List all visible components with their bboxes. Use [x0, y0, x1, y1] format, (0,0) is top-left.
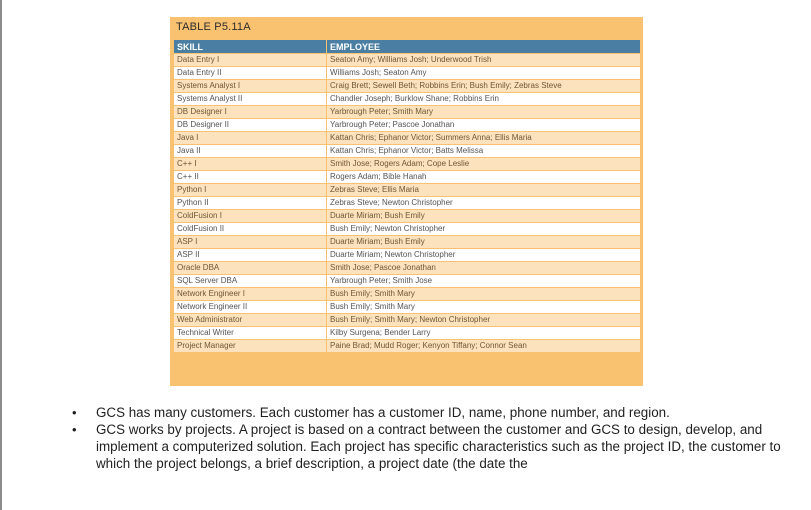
skill-cell: Network Engineer I: [174, 288, 327, 301]
employee-cell: Bush Emily; Newton Christopher: [327, 223, 641, 236]
bullet-text: GCS has many customers. Each customer has a customer ID, name, phone number, and region.: [96, 405, 670, 420]
page-left-border: [0, 0, 2, 510]
table-row: [174, 262, 641, 275]
skill-cell: SQL Server DBA: [174, 275, 327, 288]
skill-cell: Data Entry I: [174, 54, 327, 67]
skill-cell: Python II: [174, 197, 327, 210]
table-row: [174, 210, 641, 223]
table-row: [174, 93, 641, 106]
employee-cell: Kattan Chris; Ephanor Victor; Batts Melissa: [327, 145, 641, 158]
employee-cell: Williams Josh; Seaton Amy: [327, 67, 641, 80]
employee-cell: Zebras Steve; Ellis Maria: [327, 184, 641, 197]
table-row: [174, 184, 641, 197]
bullet-item: [68, 404, 798, 421]
table-header-row: [174, 40, 641, 54]
employee-cell: Yarbrough Peter; Pascoe Jonathan: [327, 119, 641, 132]
bullet-item: [68, 421, 798, 472]
skill-cell: Project Manager: [174, 340, 327, 353]
employee-cell: Rogers Adam; Bible Hanah: [327, 171, 641, 184]
table-row: [174, 223, 641, 236]
employee-cell: Duarte Miriam; Newton Christopher: [327, 249, 641, 262]
skill-cell: C++ I: [174, 158, 327, 171]
employee-cell: Bush Emily; Smith Mary; Newton Christopher: [327, 314, 641, 327]
skill-cell: ColdFusion II: [174, 223, 327, 236]
table-row: [174, 80, 641, 93]
skill-cell: ASP II: [174, 249, 327, 262]
employee-cell: Duarte Miriam; Bush Emily: [327, 210, 641, 223]
employee-cell: Bush Emily; Smith Mary: [327, 288, 641, 301]
employee-cell: Kilby Surgena; Bender Larry: [327, 327, 641, 340]
column-header-skill: SKILL: [174, 40, 327, 54]
skill-cell: Java II: [174, 145, 327, 158]
skill-cell: ColdFusion I: [174, 210, 327, 223]
skill-cell: Java I: [174, 132, 327, 145]
bullet-marker: •: [72, 405, 77, 420]
table-row: [174, 158, 641, 171]
table-row: [174, 106, 641, 119]
bullet-text: GCS works by projects. A project is based on a contract between the customer and GCS to design, develop, and implement a computerized solution. Each project has specific characteristics such as the project ID, the customer to which the project belongs, a brief description, a project date (the date the: [96, 422, 781, 471]
table-row: [174, 171, 641, 184]
employee-cell: Bush Emily; Smith Mary: [327, 301, 641, 314]
table-row: [174, 275, 641, 288]
employee-cell: Kattan Chris; Ephanor Victor; Summers Anna; Ellis Maria: [327, 132, 641, 145]
table-title: TABLE P5.11A: [176, 21, 251, 33]
employee-cell: Craig Brett; Sewell Beth; Robbins Erin; Bush Emily; Zebras Steve: [327, 80, 641, 93]
employee-cell: Seaton Amy; Williams Josh; Underwood Trish: [327, 54, 641, 67]
skill-cell: Technical Writer: [174, 327, 327, 340]
skill-cell: Systems Analyst I: [174, 80, 327, 93]
employee-cell: Smith Jose; Pascoe Jonathan: [327, 262, 641, 275]
employee-cell: Yarbrough Peter; Smith Jose: [327, 275, 641, 288]
table-row: [174, 327, 641, 340]
employee-cell: Chandler Joseph; Burklow Shane; Robbins Erin: [327, 93, 641, 106]
skills-table-panel: [170, 17, 643, 386]
table-row: [174, 249, 641, 262]
skill-cell: ASP I: [174, 236, 327, 249]
table-row: [174, 119, 641, 132]
table-row: [174, 301, 641, 314]
skill-cell: Oracle DBA: [174, 262, 327, 275]
employee-cell: Paine Brad; Mudd Roger; Kenyon Tiffany; Connor Sean: [327, 340, 641, 353]
employee-cell: Yarbrough Peter; Smith Mary: [327, 106, 641, 119]
table-row: [174, 314, 641, 327]
skill-cell: Systems Analyst II: [174, 93, 327, 106]
skill-cell: DB Designer II: [174, 119, 327, 132]
table-row: [174, 288, 641, 301]
table-body: [174, 54, 641, 353]
table-row: [174, 236, 641, 249]
skill-cell: Python I: [174, 184, 327, 197]
table-row: [174, 340, 641, 353]
employee-cell: Zebras Steve; Newton Christopher: [327, 197, 641, 210]
skill-cell: Network Engineer II: [174, 301, 327, 314]
employee-cell: Smith Jose; Rogers Adam; Cope Leslie: [327, 158, 641, 171]
table-row: [174, 132, 641, 145]
table-row: [174, 197, 641, 210]
column-header-employee: EMPLOYEE: [327, 40, 641, 54]
table-row: [174, 67, 641, 80]
skill-cell: Web Administrator: [174, 314, 327, 327]
skill-cell: C++ II: [174, 171, 327, 184]
employee-cell: Duarte Miriam; Bush Emily: [327, 236, 641, 249]
table-row: [174, 145, 641, 158]
bullet-list: [68, 404, 798, 472]
skill-cell: DB Designer I: [174, 106, 327, 119]
skills-table: [173, 39, 641, 353]
skill-cell: Data Entry II: [174, 67, 327, 80]
bullet-marker: •: [72, 422, 77, 437]
table-row: [174, 54, 641, 67]
